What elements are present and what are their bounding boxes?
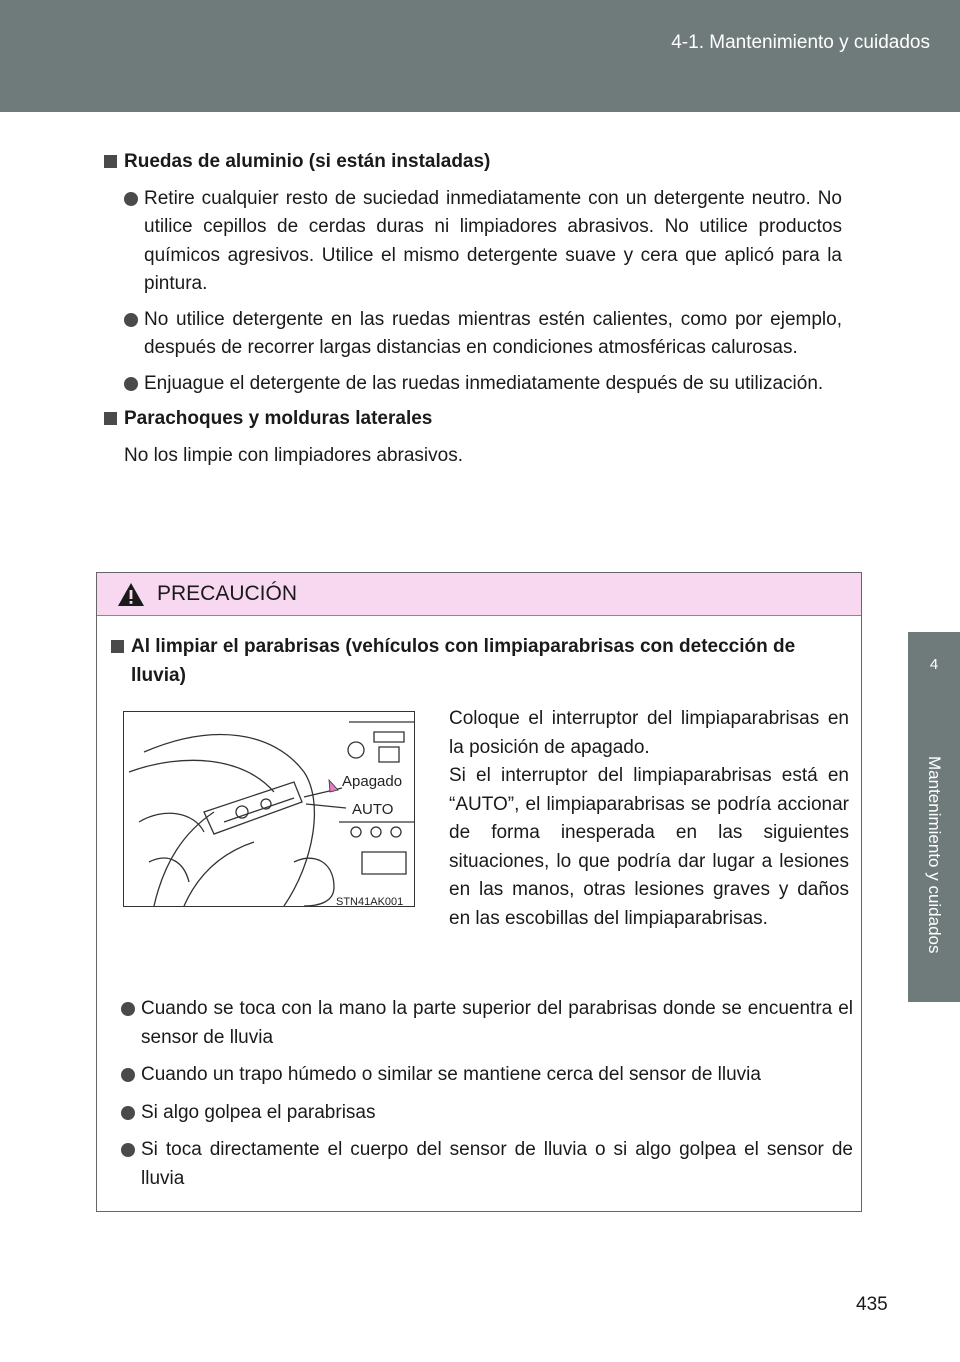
label-auto: AUTO	[352, 801, 394, 818]
caution-box	[96, 572, 862, 1212]
list-item: No utilice detergente en las ruedas mientras estén calientes, como por ejemplo, después de recorrer largas distancias en condiciones atmosféricas calurosas.	[144, 306, 842, 363]
main-content	[100, 148, 842, 470]
figure-code: STN41AK001	[336, 896, 404, 908]
section-heading: Parachoques y molduras laterales	[100, 405, 842, 434]
list-item: Si toca directamente el cuerpo del sensor de lluvia o si algo golpea el sensor de lluvia	[141, 1136, 853, 1193]
caution-title: PRECAUCIÓN	[157, 582, 298, 605]
chapter-tab	[908, 744, 960, 1002]
section-title: 4-1. Mantenimiento y cuidados	[671, 32, 930, 53]
caution-heading: Al limpiar el parabrisas (vehículos con limpiaparabrisas con detección de lluvia)	[109, 633, 853, 690]
chapter-label: Mantenimiento y cuidados	[925, 756, 944, 954]
caution-bullet-list	[141, 995, 853, 1202]
section-heading: Ruedas de aluminio (si están instaladas)	[100, 148, 842, 177]
chapter-number: 4	[908, 632, 960, 744]
label-off: Apagado	[342, 773, 403, 790]
warning-text: Si el interruptor del limpiaparabrisas está en “AUTO”, el limpiaparabrisas se podría accionar de forma inesperada en las siguientes situaciones, lo que podría dar lugar a lesiones en las manos, otras lesiones graves y daños en las escobillas del limpiaparabrisas.	[449, 765, 849, 929]
list-item: Cuando un trapo húmedo o similar se mantiene cerca del sensor de lluvia	[141, 1061, 853, 1090]
page-number: 435	[856, 1294, 888, 1315]
warning-icon	[117, 582, 145, 607]
caution-header	[97, 573, 861, 616]
paragraph: No los limpie con limpiadores abrasivos.	[124, 444, 463, 466]
figure-description	[449, 705, 849, 933]
list-item: Cuando se toca con la mano la parte superior del parabrisas donde se encuentra el sensor de lluvia	[141, 995, 853, 1052]
page-header	[0, 0, 960, 112]
bullet-list	[100, 185, 842, 399]
wiper-switch-illustration	[123, 711, 415, 907]
instruction-text: Coloque el interruptor del limpiaparabrisas en la posición de apagado.	[449, 708, 849, 758]
list-item: Si algo golpea el parabrisas	[141, 1099, 853, 1128]
list-item: Retire cualquier resto de suciedad inmediatamente con un detergente neutro. No utilice cepillos de cerdas duras ni limpiadores abrasivos. No utilice productos químicos agresivos. Utilice el mismo detergente suave y cera que aplicó para la pintura.	[144, 185, 842, 299]
list-item: Enjuague el detergente de las ruedas inmediatamente después de su utilización.	[144, 370, 842, 399]
